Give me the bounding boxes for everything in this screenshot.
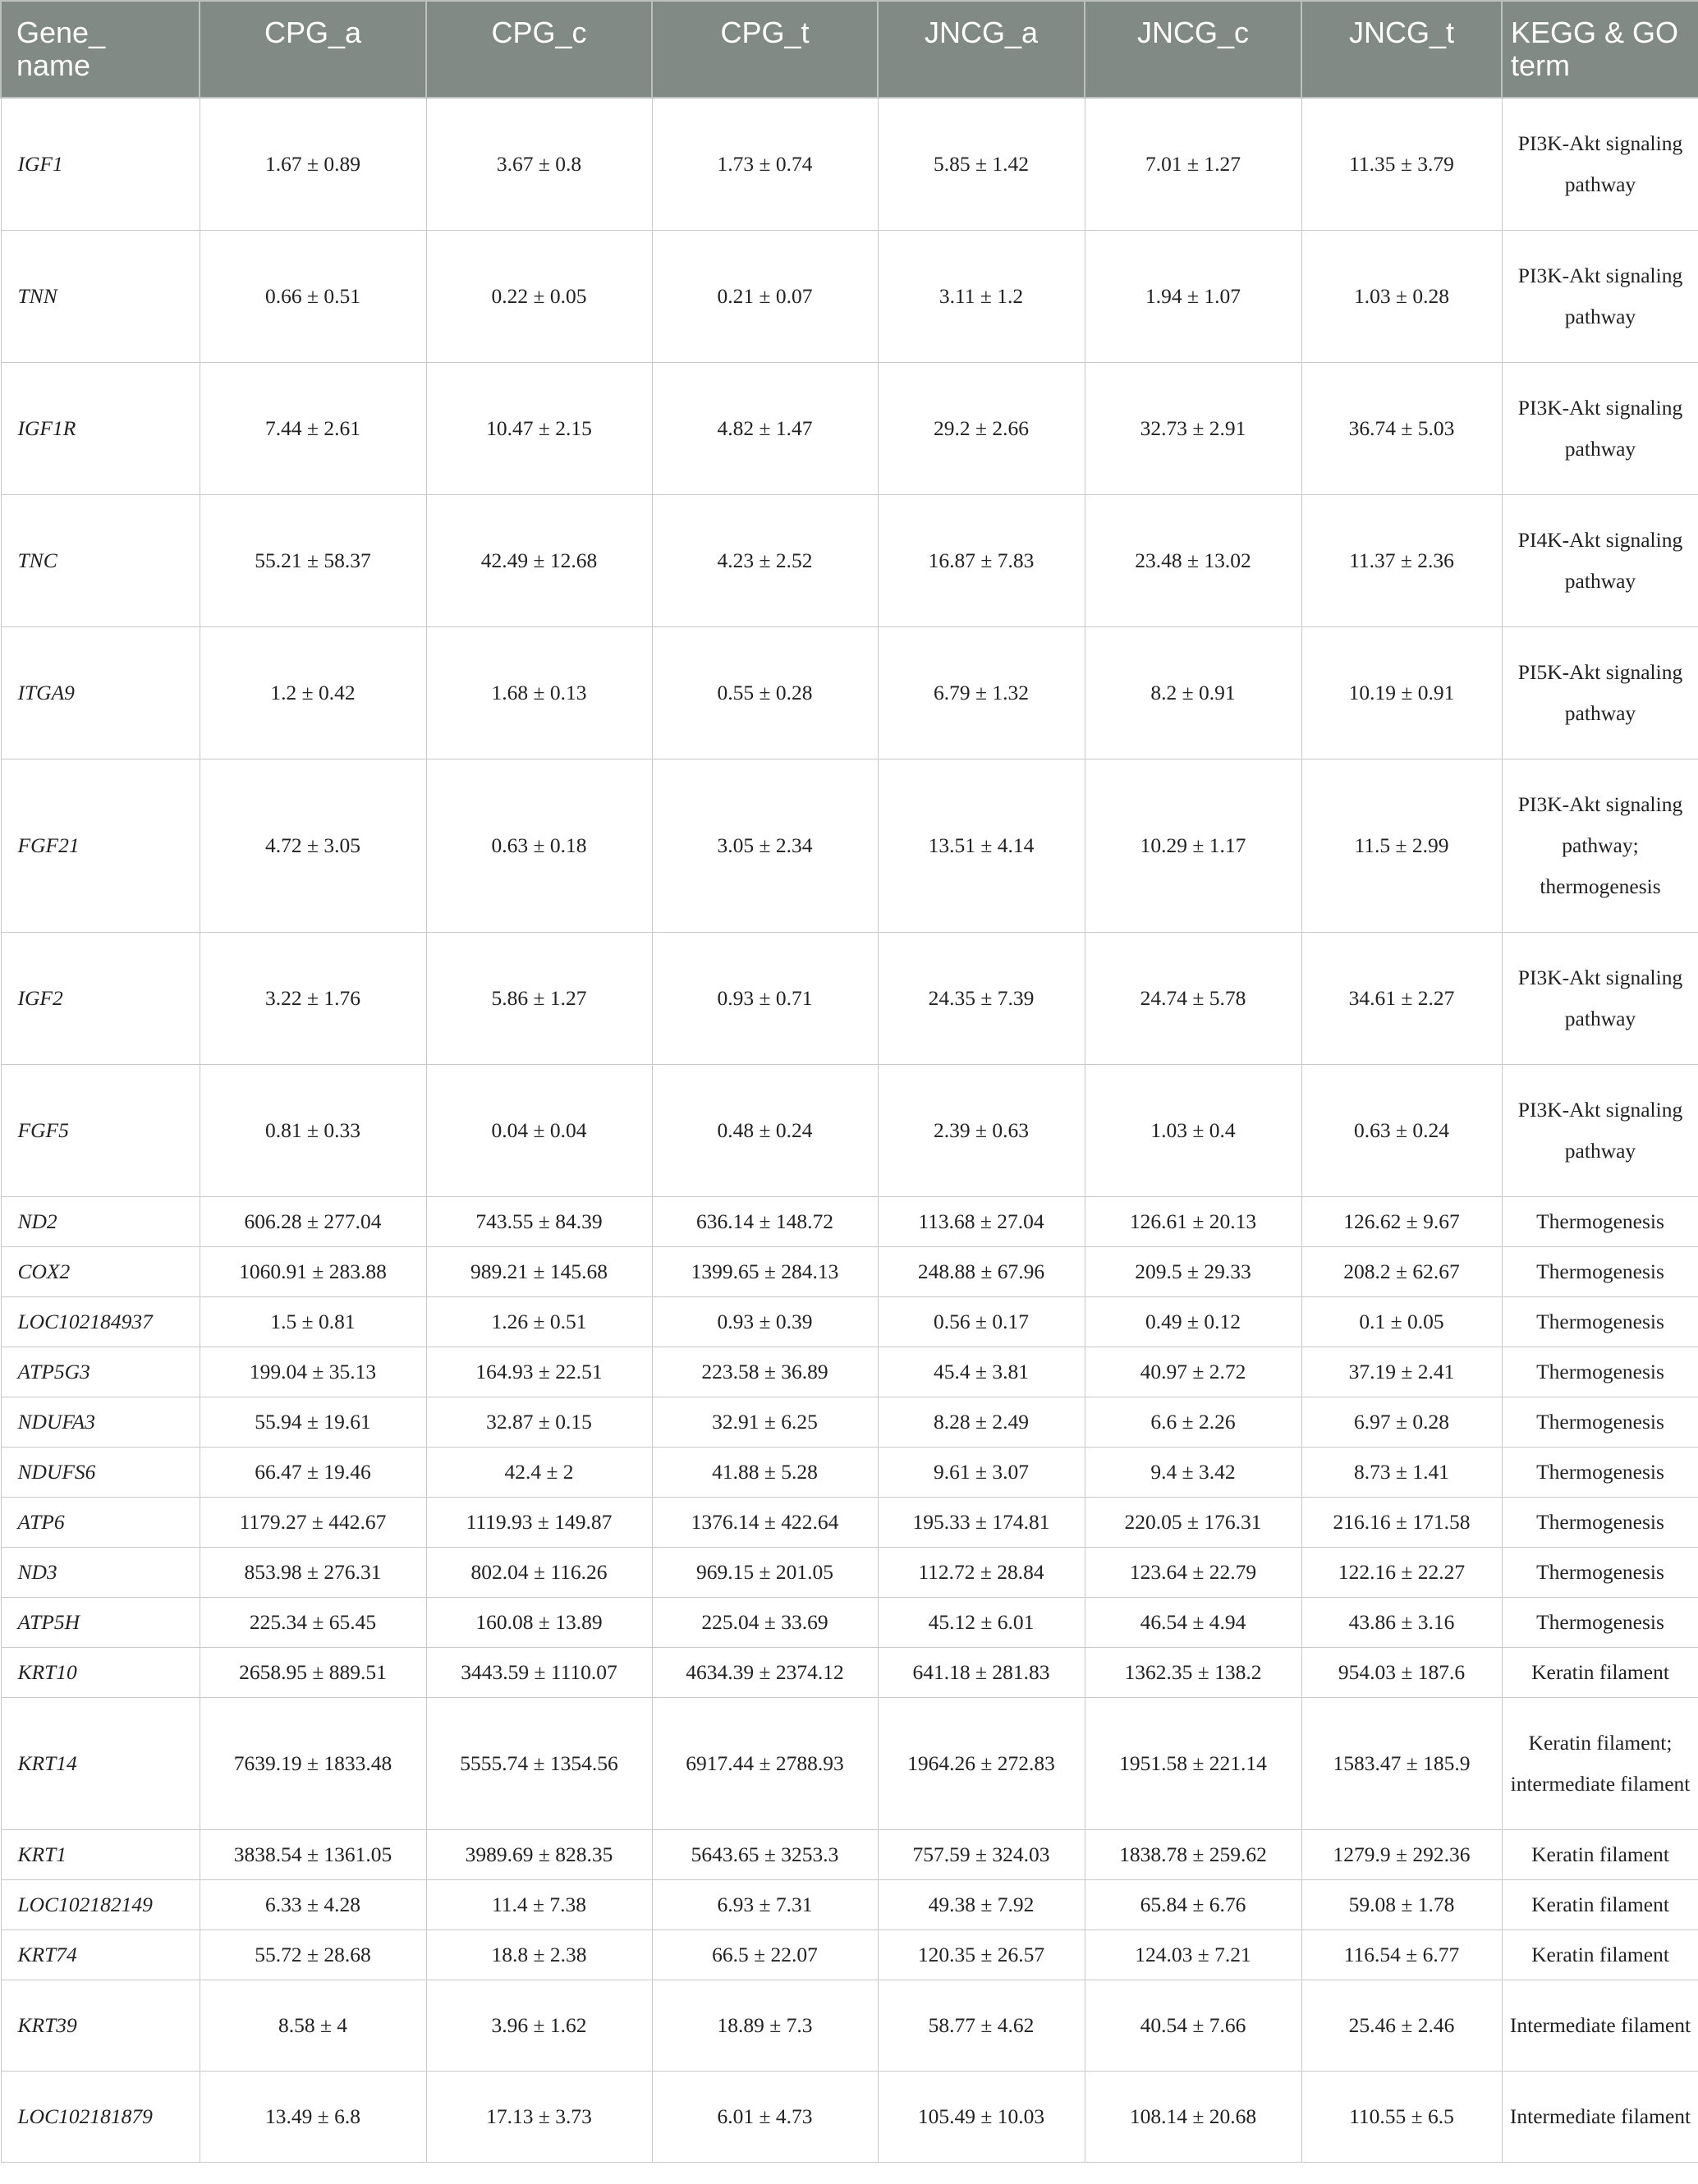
cell-gene-name: IGF1R — [1, 362, 200, 494]
cell-kegg-go-term: Keratin filament — [1502, 1829, 1698, 1879]
cell-gene-name: KRT39 — [1, 1980, 200, 2071]
cell-jncg-t: 8.73 ± 1.41 — [1301, 1447, 1502, 1497]
cell-kegg-go-term: Thermogenesis — [1502, 1196, 1698, 1246]
cell-cpg-a: 55.21 ± 58.37 — [200, 494, 426, 626]
cell-jncg-t: 1583.47 ± 185.9 — [1301, 1697, 1502, 1829]
cell-jncg-c: 1951.58 ± 221.14 — [1085, 1697, 1301, 1829]
cell-gene-name: NDUFS6 — [1, 1447, 200, 1497]
table-row — [1, 1929, 1698, 1980]
cell-cpg-t: 41.88 ± 5.28 — [652, 1447, 878, 1497]
table-row — [1, 1879, 1698, 1929]
cell-kegg-go-term: PI3K-Akt signaling pathway — [1502, 230, 1698, 362]
cell-cpg-a: 606.28 ± 277.04 — [200, 1196, 426, 1246]
cell-jncg-a: 112.72 ± 28.84 — [878, 1547, 1085, 1597]
cell-gene-name: LOC102184937 — [1, 1296, 200, 1347]
cell-jncg-c: 23.48 ± 13.02 — [1085, 494, 1301, 626]
cell-kegg-go-term: Thermogenesis — [1502, 1397, 1698, 1447]
cell-jncg-c: 9.4 ± 3.42 — [1085, 1447, 1301, 1497]
table-row — [1, 1347, 1698, 1397]
cell-gene-name: ATP6 — [1, 1497, 200, 1547]
cell-cpg-a: 7.44 ± 2.61 — [200, 362, 426, 494]
cell-gene-name: ATP5H — [1, 1597, 200, 1647]
cell-kegg-go-term: PI4K-Akt signaling pathway — [1502, 494, 1698, 626]
table-body — [1, 98, 1698, 2162]
cell-cpg-t: 0.93 ± 0.39 — [652, 1296, 878, 1347]
cell-jncg-c: 46.54 ± 4.94 — [1085, 1597, 1301, 1647]
cell-jncg-a: 105.49 ± 10.03 — [878, 2071, 1085, 2162]
table-row — [1, 1397, 1698, 1447]
table-row — [1, 1497, 1698, 1547]
cell-cpg-a: 2658.95 ± 889.51 — [200, 1647, 426, 1697]
cell-gene-name: KRT14 — [1, 1697, 200, 1829]
cell-jncg-c: 1838.78 ± 259.62 — [1085, 1829, 1301, 1879]
cell-cpg-c: 1119.93 ± 149.87 — [426, 1497, 652, 1547]
cell-jncg-a: 5.85 ± 1.42 — [878, 98, 1085, 230]
cell-gene-name: ITGA9 — [1, 626, 200, 759]
cell-jncg-c: 40.97 ± 2.72 — [1085, 1347, 1301, 1397]
cell-kegg-go-term: PI3K-Akt signaling pathway — [1502, 1064, 1698, 1196]
cell-jncg-t: 36.74 ± 5.03 — [1301, 362, 1502, 494]
cell-jncg-t: 216.16 ± 171.58 — [1301, 1497, 1502, 1547]
header-cpg-a: CPG_a — [200, 1, 426, 98]
cell-jncg-c: 209.5 ± 29.33 — [1085, 1246, 1301, 1296]
table-row — [1, 1597, 1698, 1647]
cell-cpg-a: 13.49 ± 6.8 — [200, 2071, 426, 2162]
table-row — [1, 1547, 1698, 1597]
header-cpg-t: CPG_t — [652, 1, 878, 98]
cell-cpg-t: 0.55 ± 0.28 — [652, 626, 878, 759]
cell-cpg-a: 1060.91 ± 283.88 — [200, 1246, 426, 1296]
cell-jncg-a: 16.87 ± 7.83 — [878, 494, 1085, 626]
cell-kegg-go-term: Thermogenesis — [1502, 1347, 1698, 1397]
table-row — [1, 1064, 1698, 1196]
cell-jncg-t: 59.08 ± 1.78 — [1301, 1879, 1502, 1929]
cell-cpg-t: 18.89 ± 7.3 — [652, 1980, 878, 2071]
cell-cpg-c: 1.26 ± 0.51 — [426, 1296, 652, 1347]
header-jncg-t: JNCG_t — [1301, 1, 1502, 98]
cell-jncg-c: 32.73 ± 2.91 — [1085, 362, 1301, 494]
cell-cpg-c: 802.04 ± 116.26 — [426, 1547, 652, 1597]
cell-cpg-a: 1.5 ± 0.81 — [200, 1296, 426, 1347]
cell-cpg-t: 4.23 ± 2.52 — [652, 494, 878, 626]
cell-jncg-a: 1964.26 ± 272.83 — [878, 1697, 1085, 1829]
cell-jncg-c: 10.29 ± 1.17 — [1085, 759, 1301, 932]
cell-cpg-t: 32.91 ± 6.25 — [652, 1397, 878, 1447]
cell-gene-name: KRT1 — [1, 1829, 200, 1879]
cell-cpg-c: 743.55 ± 84.39 — [426, 1196, 652, 1246]
cell-cpg-c: 3443.59 ± 1110.07 — [426, 1647, 652, 1697]
cell-jncg-t: 126.62 ± 9.67 — [1301, 1196, 1502, 1246]
table-row — [1, 1697, 1698, 1829]
cell-jncg-a: 24.35 ± 7.39 — [878, 932, 1085, 1064]
cell-jncg-a: 3.11 ± 1.2 — [878, 230, 1085, 362]
cell-jncg-c: 24.74 ± 5.78 — [1085, 932, 1301, 1064]
cell-cpg-a: 1.2 ± 0.42 — [200, 626, 426, 759]
cell-gene-name: ND3 — [1, 1547, 200, 1597]
cell-gene-name: KRT74 — [1, 1929, 200, 1980]
cell-cpg-c: 160.08 ± 13.89 — [426, 1597, 652, 1647]
cell-jncg-c: 1362.35 ± 138.2 — [1085, 1647, 1301, 1697]
cell-cpg-t: 6.01 ± 4.73 — [652, 2071, 878, 2162]
cell-kegg-go-term: Thermogenesis — [1502, 1497, 1698, 1547]
cell-jncg-c: 6.6 ± 2.26 — [1085, 1397, 1301, 1447]
cell-kegg-go-term: Keratin filament — [1502, 1879, 1698, 1929]
cell-jncg-a: 9.61 ± 3.07 — [878, 1447, 1085, 1497]
cell-jncg-a: 49.38 ± 7.92 — [878, 1879, 1085, 1929]
cell-jncg-t: 208.2 ± 62.67 — [1301, 1246, 1502, 1296]
cell-cpg-a: 55.94 ± 19.61 — [200, 1397, 426, 1447]
cell-jncg-t: 6.97 ± 0.28 — [1301, 1397, 1502, 1447]
cell-jncg-c: 124.03 ± 7.21 — [1085, 1929, 1301, 1980]
cell-cpg-c: 989.21 ± 145.68 — [426, 1246, 652, 1296]
cell-jncg-t: 0.63 ± 0.24 — [1301, 1064, 1502, 1196]
cell-gene-name: IGF1 — [1, 98, 200, 230]
cell-gene-name: ATP5G3 — [1, 1347, 200, 1397]
cell-cpg-t: 1376.14 ± 422.64 — [652, 1497, 878, 1547]
cell-jncg-a: 29.2 ± 2.66 — [878, 362, 1085, 494]
cell-cpg-a: 1179.27 ± 442.67 — [200, 1497, 426, 1547]
cell-jncg-c: 126.61 ± 20.13 — [1085, 1196, 1301, 1246]
cell-cpg-t: 4634.39 ± 2374.12 — [652, 1647, 878, 1697]
cell-gene-name: NDUFA3 — [1, 1397, 200, 1447]
cell-gene-name: COX2 — [1, 1246, 200, 1296]
cell-jncg-c: 65.84 ± 6.76 — [1085, 1879, 1301, 1929]
cell-cpg-a: 7639.19 ± 1833.48 — [200, 1697, 426, 1829]
table-row — [1, 1296, 1698, 1347]
cell-jncg-t: 122.16 ± 22.27 — [1301, 1547, 1502, 1597]
cell-cpg-c: 5555.74 ± 1354.56 — [426, 1697, 652, 1829]
cell-cpg-t: 0.93 ± 0.71 — [652, 932, 878, 1064]
cell-cpg-t: 4.82 ± 1.47 — [652, 362, 878, 494]
table-row — [1, 932, 1698, 1064]
cell-cpg-t: 223.58 ± 36.89 — [652, 1347, 878, 1397]
cell-cpg-t: 6917.44 ± 2788.93 — [652, 1697, 878, 1829]
cell-kegg-go-term: Keratin filament; intermediate filament — [1502, 1697, 1698, 1829]
cell-cpg-t: 6.93 ± 7.31 — [652, 1879, 878, 1929]
cell-cpg-c: 10.47 ± 2.15 — [426, 362, 652, 494]
header-jncg-c: JNCG_c — [1085, 1, 1301, 98]
header-cpg-c: CPG_c — [426, 1, 652, 98]
cell-cpg-c: 3989.69 ± 828.35 — [426, 1829, 652, 1879]
table-row — [1, 362, 1698, 494]
table-row — [1, 1647, 1698, 1697]
cell-kegg-go-term: Intermediate filament — [1502, 2071, 1698, 2162]
cell-cpg-c: 0.04 ± 0.04 — [426, 1064, 652, 1196]
cell-cpg-a: 4.72 ± 3.05 — [200, 759, 426, 932]
cell-cpg-c: 11.4 ± 7.38 — [426, 1879, 652, 1929]
cell-cpg-c: 0.63 ± 0.18 — [426, 759, 652, 932]
cell-jncg-a: 641.18 ± 281.83 — [878, 1647, 1085, 1697]
cell-gene-name: LOC102181879 — [1, 2071, 200, 2162]
cell-cpg-a: 8.58 ± 4 — [200, 1980, 426, 2071]
cell-cpg-c: 3.96 ± 1.62 — [426, 1980, 652, 2071]
cell-jncg-a: 195.33 ± 174.81 — [878, 1497, 1085, 1547]
cell-jncg-a: 248.88 ± 67.96 — [878, 1246, 1085, 1296]
table-row — [1, 1447, 1698, 1497]
cell-kegg-go-term: PI3K-Akt signaling pathway — [1502, 362, 1698, 494]
cell-jncg-c: 108.14 ± 20.68 — [1085, 2071, 1301, 2162]
cell-kegg-go-term: PI3K-Akt signaling pathway — [1502, 98, 1698, 230]
cell-jncg-t: 11.35 ± 3.79 — [1301, 98, 1502, 230]
table-row — [1, 626, 1698, 759]
header-row — [1, 1, 1698, 98]
cell-kegg-go-term: Thermogenesis — [1502, 1597, 1698, 1647]
cell-jncg-a: 13.51 ± 4.14 — [878, 759, 1085, 932]
cell-kegg-go-term: Thermogenesis — [1502, 1447, 1698, 1497]
table-row — [1, 230, 1698, 362]
header-gene-name: Gene_ name — [1, 1, 200, 98]
cell-jncg-a: 757.59 ± 324.03 — [878, 1829, 1085, 1879]
cell-kegg-go-term: Thermogenesis — [1502, 1547, 1698, 1597]
cell-kegg-go-term: PI3K-Akt signaling pathway; thermogenesis — [1502, 759, 1698, 932]
cell-cpg-t: 0.21 ± 0.07 — [652, 230, 878, 362]
cell-jncg-a: 6.79 ± 1.32 — [878, 626, 1085, 759]
cell-cpg-t: 1399.65 ± 284.13 — [652, 1246, 878, 1296]
cell-cpg-a: 199.04 ± 35.13 — [200, 1347, 426, 1397]
cell-jncg-t: 0.1 ± 0.05 — [1301, 1296, 1502, 1347]
cell-cpg-t: 0.48 ± 0.24 — [652, 1064, 878, 1196]
header-kegg-go-term: KEGG & GO term — [1502, 1, 1698, 98]
cell-cpg-a: 853.98 ± 276.31 — [200, 1547, 426, 1597]
cell-kegg-go-term: Keratin filament — [1502, 1929, 1698, 1980]
cell-gene-name: TNN — [1, 230, 200, 362]
cell-cpg-t: 5643.65 ± 3253.3 — [652, 1829, 878, 1879]
table-row — [1, 1980, 1698, 2071]
cell-jncg-t: 25.46 ± 2.46 — [1301, 1980, 1502, 2071]
cell-jncg-a: 113.68 ± 27.04 — [878, 1196, 1085, 1246]
cell-cpg-t: 1.73 ± 0.74 — [652, 98, 878, 230]
cell-cpg-c: 42.4 ± 2 — [426, 1447, 652, 1497]
cell-gene-name: IGF2 — [1, 932, 200, 1064]
cell-cpg-a: 0.66 ± 0.51 — [200, 230, 426, 362]
cell-cpg-a: 225.34 ± 65.45 — [200, 1597, 426, 1647]
cell-jncg-t: 34.61 ± 2.27 — [1301, 932, 1502, 1064]
table-row — [1, 494, 1698, 626]
cell-jncg-t: 11.5 ± 2.99 — [1301, 759, 1502, 932]
cell-cpg-c: 17.13 ± 3.73 — [426, 2071, 652, 2162]
cell-gene-name: LOC102182149 — [1, 1879, 200, 1929]
cell-cpg-c: 3.67 ± 0.8 — [426, 98, 652, 230]
cell-jncg-c: 40.54 ± 7.66 — [1085, 1980, 1301, 2071]
cell-cpg-a: 3838.54 ± 1361.05 — [200, 1829, 426, 1879]
cell-kegg-go-term: Thermogenesis — [1502, 1296, 1698, 1347]
cell-jncg-c: 1.03 ± 0.4 — [1085, 1064, 1301, 1196]
table-row — [1, 2071, 1698, 2162]
table-row — [1, 759, 1698, 932]
cell-jncg-a: 45.4 ± 3.81 — [878, 1347, 1085, 1397]
cell-cpg-c: 42.49 ± 12.68 — [426, 494, 652, 626]
cell-cpg-c: 18.8 ± 2.38 — [426, 1929, 652, 1980]
cell-jncg-a: 0.56 ± 0.17 — [878, 1296, 1085, 1347]
cell-gene-name: KRT10 — [1, 1647, 200, 1697]
cell-jncg-t: 1279.9 ± 292.36 — [1301, 1829, 1502, 1879]
cell-jncg-a: 45.12 ± 6.01 — [878, 1597, 1085, 1647]
cell-jncg-a: 8.28 ± 2.49 — [878, 1397, 1085, 1447]
cell-jncg-t: 10.19 ± 0.91 — [1301, 626, 1502, 759]
cell-kegg-go-term: Thermogenesis — [1502, 1246, 1698, 1296]
cell-jncg-t: 43.86 ± 3.16 — [1301, 1597, 1502, 1647]
cell-jncg-t: 37.19 ± 2.41 — [1301, 1347, 1502, 1397]
cell-cpg-a: 1.67 ± 0.89 — [200, 98, 426, 230]
cell-cpg-t: 3.05 ± 2.34 — [652, 759, 878, 932]
cell-cpg-a: 3.22 ± 1.76 — [200, 932, 426, 1064]
cell-cpg-a: 55.72 ± 28.68 — [200, 1929, 426, 1980]
table-row — [1, 1829, 1698, 1879]
cell-cpg-c: 32.87 ± 0.15 — [426, 1397, 652, 1447]
cell-cpg-t: 225.04 ± 33.69 — [652, 1597, 878, 1647]
cell-gene-name: FGF21 — [1, 759, 200, 932]
table-row — [1, 1246, 1698, 1296]
cell-cpg-c: 0.22 ± 0.05 — [426, 230, 652, 362]
cell-cpg-t: 66.5 ± 22.07 — [652, 1929, 878, 1980]
header-jncg-a: JNCG_a — [878, 1, 1085, 98]
cell-jncg-t: 954.03 ± 187.6 — [1301, 1647, 1502, 1697]
cell-jncg-c: 7.01 ± 1.27 — [1085, 98, 1301, 230]
cell-kegg-go-term: Keratin filament — [1502, 1647, 1698, 1697]
cell-cpg-a: 66.47 ± 19.46 — [200, 1447, 426, 1497]
cell-jncg-t: 11.37 ± 2.36 — [1301, 494, 1502, 626]
cell-cpg-t: 969.15 ± 201.05 — [652, 1547, 878, 1597]
cell-jncg-a: 2.39 ± 0.63 — [878, 1064, 1085, 1196]
cell-gene-name: FGF5 — [1, 1064, 200, 1196]
cell-jncg-c: 123.64 ± 22.79 — [1085, 1547, 1301, 1597]
cell-cpg-t: 636.14 ± 148.72 — [652, 1196, 878, 1246]
table-row — [1, 1196, 1698, 1246]
cell-kegg-go-term: PI5K-Akt signaling pathway — [1502, 626, 1698, 759]
cell-cpg-c: 1.68 ± 0.13 — [426, 626, 652, 759]
cell-cpg-c: 164.93 ± 22.51 — [426, 1347, 652, 1397]
cell-cpg-a: 6.33 ± 4.28 — [200, 1879, 426, 1929]
cell-jncg-t: 1.03 ± 0.28 — [1301, 230, 1502, 362]
cell-jncg-a: 120.35 ± 26.57 — [878, 1929, 1085, 1980]
table-header — [1, 1, 1698, 98]
cell-kegg-go-term: PI3K-Akt signaling pathway — [1502, 932, 1698, 1064]
cell-jncg-c: 0.49 ± 0.12 — [1085, 1296, 1301, 1347]
cell-jncg-t: 110.55 ± 6.5 — [1301, 2071, 1502, 2162]
table-row — [1, 98, 1698, 230]
cell-jncg-c: 1.94 ± 1.07 — [1085, 230, 1301, 362]
cell-jncg-a: 58.77 ± 4.62 — [878, 1980, 1085, 2071]
cell-kegg-go-term: Intermediate filament — [1502, 1980, 1698, 2071]
cell-jncg-t: 116.54 ± 6.77 — [1301, 1929, 1502, 1980]
cell-cpg-c: 5.86 ± 1.27 — [426, 932, 652, 1064]
cell-jncg-c: 220.05 ± 176.31 — [1085, 1497, 1301, 1547]
cell-jncg-c: 8.2 ± 0.91 — [1085, 626, 1301, 759]
cell-cpg-a: 0.81 ± 0.33 — [200, 1064, 426, 1196]
cell-gene-name: ND2 — [1, 1196, 200, 1246]
cell-gene-name: TNC — [1, 494, 200, 626]
